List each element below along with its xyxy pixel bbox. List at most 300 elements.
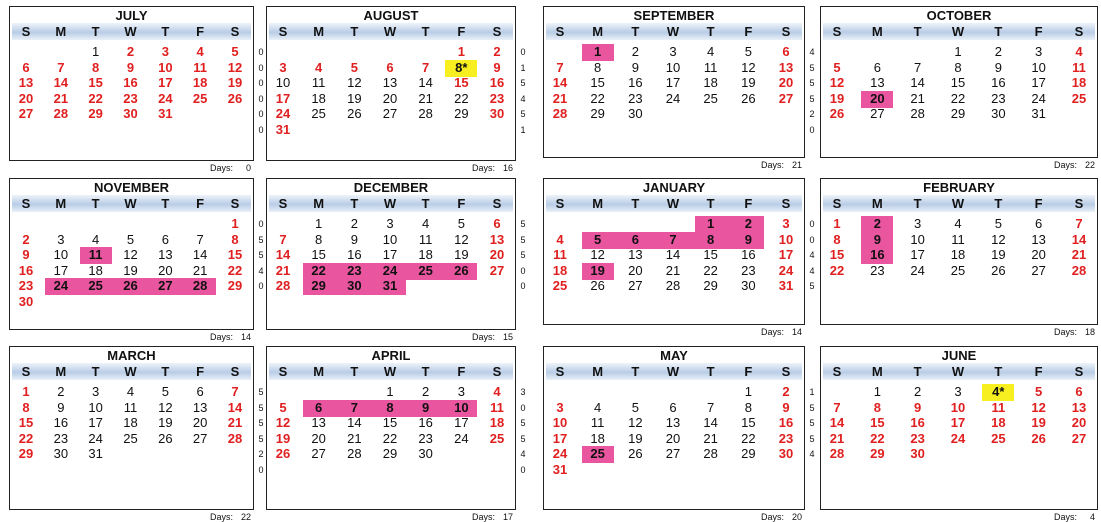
- day-cell[interactable]: 1: [744, 384, 752, 399]
- day-cell[interactable]: 13: [192, 399, 208, 415]
- day-cell[interactable]: 14: [703, 415, 718, 430]
- day-cell[interactable]: 24: [158, 90, 173, 106]
- day-cell[interactable]: 15: [227, 247, 243, 262]
- day-cell[interactable]: 16: [741, 247, 756, 262]
- day-cell[interactable]: 3: [457, 384, 465, 399]
- day-cell[interactable]: 14: [418, 75, 433, 90]
- day-cell[interactable]: 29: [454, 106, 469, 121]
- day-cell[interactable]: 29: [870, 446, 885, 461]
- day-cell[interactable]: 26: [991, 262, 1006, 278]
- day-cell[interactable]: 29: [227, 278, 243, 293]
- day-cell[interactable]: 22: [703, 262, 718, 278]
- day-cell[interactable]: 11: [490, 399, 504, 415]
- day-cell[interactable]: 27: [311, 446, 326, 461]
- day-cell[interactable]: 8: [231, 231, 239, 247]
- day-cell[interactable]: 24: [778, 262, 794, 278]
- day-cell[interactable]: 31: [275, 121, 291, 137]
- day-cell[interactable]: 24: [454, 430, 469, 446]
- day-cell[interactable]: 13: [382, 75, 398, 90]
- day-cell[interactable]: 23: [870, 262, 885, 278]
- day-cell[interactable]: 3: [92, 384, 100, 399]
- day-cell[interactable]: 27: [778, 90, 794, 106]
- day-cell[interactable]: 9: [493, 59, 501, 75]
- day-cell[interactable]: 19: [829, 90, 845, 106]
- day-cell[interactable]: 5: [833, 59, 841, 75]
- day-cell[interactable]: 7: [1075, 216, 1083, 231]
- day-cell[interactable]: 11: [590, 415, 605, 430]
- day-cell[interactable]: 16: [870, 247, 885, 262]
- day-cell[interactable]: 3: [782, 216, 790, 231]
- day-cell[interactable]: 21: [53, 90, 69, 106]
- day-cell[interactable]: 17: [158, 75, 173, 90]
- day-cell[interactable]: 15: [590, 75, 605, 90]
- day-cell[interactable]: 5: [457, 216, 465, 231]
- day-cell[interactable]: 30: [628, 106, 643, 121]
- day-cell[interactable]: 22: [382, 430, 398, 446]
- day-cell[interactable]: 28: [192, 278, 208, 293]
- day-cell[interactable]: 28: [53, 106, 69, 121]
- day-cell[interactable]: 5: [231, 44, 239, 59]
- day-cell[interactable]: 20: [489, 247, 505, 262]
- day-cell[interactable]: 26: [123, 278, 138, 293]
- day-cell[interactable]: 5: [350, 59, 358, 75]
- day-cell[interactable]: 3: [57, 231, 65, 247]
- day-cell[interactable]: 25: [88, 278, 103, 293]
- day-cell[interactable]: 17: [778, 247, 794, 262]
- day-cell[interactable]: 1: [315, 216, 323, 231]
- day-cell[interactable]: 14: [829, 415, 845, 430]
- day-cell[interactable]: 2: [914, 384, 922, 399]
- day-cell[interactable]: 24: [275, 106, 291, 121]
- day-cell[interactable]: 13: [311, 415, 326, 430]
- day-cell[interactable]: 13: [489, 231, 505, 247]
- day-cell[interactable]: 11: [88, 247, 103, 262]
- day-cell[interactable]: 22: [741, 430, 756, 446]
- day-cell[interactable]: 9: [631, 59, 639, 75]
- day-cell[interactable]: 16: [991, 75, 1006, 90]
- day-cell[interactable]: 29: [950, 106, 966, 121]
- day-cell[interactable]: 23: [489, 90, 505, 106]
- day-cell[interactable]: 13: [778, 59, 794, 75]
- day-cell[interactable]: 30: [910, 446, 925, 461]
- day-cell[interactable]: 27: [628, 278, 643, 293]
- day-cell[interactable]: 31: [382, 278, 398, 293]
- day-cell[interactable]: 12: [991, 231, 1006, 247]
- day-cell[interactable]: 15: [829, 247, 845, 262]
- day-cell[interactable]: 16: [778, 415, 794, 430]
- day-cell[interactable]: 15: [18, 415, 34, 430]
- day-cell[interactable]: 7: [669, 231, 677, 247]
- day-cell[interactable]: 25: [552, 278, 568, 293]
- day-cell[interactable]: 28: [1071, 262, 1087, 278]
- day-cell[interactable]: 7: [707, 399, 715, 415]
- day-cell[interactable]: 11: [553, 247, 567, 262]
- day-cell[interactable]: 23: [347, 262, 362, 278]
- day-cell[interactable]: 19: [590, 262, 605, 278]
- day-cell[interactable]: 4: [422, 216, 430, 231]
- day-cell[interactable]: 24: [1031, 90, 1046, 106]
- day-cell[interactable]: 8: [873, 399, 881, 415]
- day-cell[interactable]: 15: [88, 75, 103, 90]
- day-cell[interactable]: 18: [192, 75, 208, 90]
- day-cell[interactable]: 25: [590, 446, 605, 461]
- day-cell[interactable]: 30: [347, 278, 362, 293]
- day-cell[interactable]: 19: [991, 247, 1006, 262]
- day-cell[interactable]: 4: [594, 399, 602, 415]
- day-cell[interactable]: 18: [1071, 75, 1087, 90]
- day-cell[interactable]: 3: [914, 216, 922, 231]
- day-cell[interactable]: 18: [590, 430, 605, 446]
- day-cell[interactable]: 26: [628, 446, 643, 461]
- day-cell[interactable]: 6: [22, 59, 30, 75]
- day-cell[interactable]: 4: [493, 384, 501, 399]
- day-cell[interactable]: 20: [192, 415, 208, 430]
- day-cell[interactable]: 27: [382, 106, 398, 121]
- day-cell[interactable]: 20: [1071, 415, 1087, 430]
- day-cell[interactable]: 26: [741, 90, 756, 106]
- day-cell[interactable]: 6: [493, 216, 501, 231]
- day-cell[interactable]: 11: [951, 231, 965, 247]
- day-cell[interactable]: 11: [703, 59, 718, 75]
- day-cell[interactable]: 30: [418, 446, 433, 461]
- day-cell[interactable]: 2: [873, 216, 881, 231]
- day-cell[interactable]: 30: [53, 446, 69, 461]
- day-cell[interactable]: 22: [311, 262, 326, 278]
- day-cell[interactable]: 11: [123, 399, 138, 415]
- day-cell[interactable]: 6: [1035, 216, 1043, 231]
- day-cell[interactable]: 8: [594, 59, 602, 75]
- day-cell[interactable]: 9: [744, 231, 752, 247]
- day-cell[interactable]: 3: [386, 216, 394, 231]
- day-cell[interactable]: 10: [454, 399, 469, 415]
- day-cell[interactable]: 12: [829, 75, 845, 90]
- day-cell[interactable]: 10: [88, 399, 103, 415]
- day-cell[interactable]: 11: [311, 75, 326, 90]
- day-cell[interactable]: 4: [196, 44, 204, 59]
- day-cell[interactable]: 20: [311, 430, 326, 446]
- day-cell[interactable]: 4: [315, 59, 323, 75]
- day-cell[interactable]: 3: [556, 399, 564, 415]
- day-cell[interactable]: 23: [53, 430, 69, 446]
- day-cell[interactable]: 22: [590, 90, 605, 106]
- day-cell[interactable]: 19: [741, 75, 756, 90]
- day-cell[interactable]: 16: [18, 262, 34, 278]
- day-cell[interactable]: 8: [954, 59, 962, 75]
- day-cell[interactable]: 12: [227, 59, 243, 75]
- day-cell[interactable]: 2: [126, 44, 135, 59]
- day-cell[interactable]: 22: [454, 90, 469, 106]
- day-cell[interactable]: 22: [829, 262, 845, 278]
- day-cell[interactable]: 19: [454, 247, 469, 262]
- day-cell[interactable]: 5: [1035, 384, 1043, 399]
- day-cell[interactable]: 21: [227, 415, 243, 430]
- day-cell[interactable]: 2: [994, 44, 1002, 59]
- day-cell[interactable]: 28: [665, 278, 681, 293]
- day-cell[interactable]: 20: [870, 90, 885, 106]
- day-cell[interactable]: 5: [994, 216, 1002, 231]
- day-cell[interactable]: 19: [123, 262, 138, 278]
- day-cell[interactable]: 21: [1071, 247, 1087, 262]
- day-cell[interactable]: 12: [1031, 399, 1046, 415]
- day-cell[interactable]: 17: [53, 262, 69, 278]
- day-cell[interactable]: 25: [703, 90, 718, 106]
- day-cell[interactable]: 13: [665, 415, 681, 430]
- day-cell[interactable]: 8: [707, 231, 715, 247]
- day-cell[interactable]: 25: [489, 430, 505, 446]
- day-cell[interactable]: 27: [1071, 430, 1087, 446]
- day-cell[interactable]: 6: [196, 384, 204, 399]
- day-cell[interactable]: 10: [665, 59, 681, 75]
- day-cell[interactable]: 31: [1031, 106, 1046, 121]
- day-cell[interactable]: 13: [1071, 399, 1087, 415]
- day-cell[interactable]: 18: [123, 415, 138, 430]
- day-cell[interactable]: 12: [275, 415, 291, 430]
- day-cell[interactable]: 27: [489, 262, 505, 278]
- day-cell[interactable]: 10: [158, 59, 173, 75]
- day-cell[interactable]: 17: [88, 415, 103, 430]
- day-cell[interactable]: 4: [954, 216, 962, 231]
- day-cell[interactable]: 24: [950, 430, 966, 446]
- day-cell[interactable]: 11: [418, 231, 433, 247]
- day-cell[interactable]: 20: [778, 75, 794, 90]
- day-cell[interactable]: 29: [88, 106, 103, 121]
- day-cell[interactable]: 2: [493, 44, 501, 59]
- day-cell[interactable]: 15: [454, 75, 469, 90]
- day-cell[interactable]: 23: [910, 430, 925, 446]
- day-cell[interactable]: 17: [275, 90, 291, 106]
- day-cell[interactable]: 29: [703, 278, 718, 293]
- day-cell[interactable]: 10: [275, 75, 291, 90]
- day-cell[interactable]: 30: [18, 293, 34, 309]
- day-cell[interactable]: 7: [556, 59, 564, 75]
- day-cell[interactable]: 7: [57, 59, 65, 75]
- day-cell[interactable]: 6: [386, 59, 394, 75]
- day-cell[interactable]: 21: [552, 90, 568, 106]
- day-cell[interactable]: 22: [227, 262, 243, 278]
- day-cell[interactable]: 9: [22, 247, 30, 262]
- day-cell[interactable]: 7: [279, 231, 287, 247]
- day-cell[interactable]: 17: [910, 247, 925, 262]
- day-cell[interactable]: 2: [422, 384, 430, 399]
- day-cell[interactable]: 25: [1071, 90, 1087, 106]
- day-cell[interactable]: 9: [994, 59, 1002, 75]
- day-cell[interactable]: 21: [829, 430, 845, 446]
- day-cell[interactable]: 5: [631, 399, 639, 415]
- day-cell[interactable]: 25: [418, 262, 433, 278]
- day-cell[interactable]: 14: [192, 247, 208, 262]
- day-cell[interactable]: 8: [386, 399, 394, 415]
- day-cell[interactable]: 30: [741, 278, 756, 293]
- day-cell[interactable]: 16: [123, 75, 138, 90]
- day-cell[interactable]: 9: [873, 231, 881, 247]
- day-cell[interactable]: 30: [778, 446, 794, 461]
- day-cell[interactable]: 24: [382, 262, 398, 278]
- day-cell[interactable]: 17: [552, 430, 568, 446]
- day-cell[interactable]: 9: [422, 399, 430, 415]
- day-cell[interactable]: 5: [279, 399, 287, 415]
- day-cell[interactable]: 6: [631, 231, 639, 247]
- day-cell[interactable]: 8: [833, 231, 841, 247]
- day-cell[interactable]: 20: [628, 262, 643, 278]
- day-cell[interactable]: 23: [991, 90, 1006, 106]
- day-cell[interactable]: 7: [350, 399, 358, 415]
- day-cell[interactable]: 4: [126, 384, 135, 399]
- day-cell[interactable]: 27: [665, 446, 681, 461]
- day-cell[interactable]: 31: [552, 461, 568, 477]
- day-cell[interactable]: 19: [227, 75, 243, 90]
- day-cell[interactable]: 12: [347, 75, 362, 90]
- day-cell[interactable]: 15: [382, 415, 398, 430]
- day-cell[interactable]: 8: [92, 59, 100, 75]
- day-cell[interactable]: 21: [910, 90, 925, 106]
- day-cell[interactable]: 6: [315, 399, 323, 415]
- day-cell[interactable]: 13: [158, 247, 173, 262]
- day-cell[interactable]: 26: [275, 446, 291, 461]
- day-cell[interactable]: 22: [950, 90, 966, 106]
- day-cell[interactable]: 9: [914, 399, 922, 415]
- day-cell[interactable]: 1: [386, 384, 394, 399]
- day-cell[interactable]: 30: [123, 106, 138, 121]
- day-cell[interactable]: 6: [1075, 384, 1083, 399]
- day-cell[interactable]: 7: [422, 59, 430, 75]
- day-cell[interactable]: 17: [950, 415, 966, 430]
- day-cell[interactable]: 12: [123, 247, 138, 262]
- day-cell[interactable]: 21: [192, 262, 208, 278]
- day-cell[interactable]: 7: [914, 59, 922, 75]
- day-cell[interactable]: 24: [910, 262, 925, 278]
- day-cell[interactable]: 1: [954, 44, 962, 59]
- day-cell[interactable]: 24: [53, 278, 69, 293]
- day-cell[interactable]: 21: [275, 262, 291, 278]
- day-cell[interactable]: 7: [231, 384, 239, 399]
- day-cell[interactable]: 28: [227, 430, 243, 446]
- day-cell[interactable]: 14: [227, 399, 243, 415]
- day-cell[interactable]: 2: [782, 384, 790, 399]
- day-cell[interactable]: 8: [22, 399, 30, 415]
- day-cell[interactable]: 1: [22, 384, 30, 399]
- day-cell[interactable]: 17: [1031, 75, 1046, 90]
- day-cell[interactable]: 12: [590, 247, 605, 262]
- day-cell[interactable]: 15: [870, 415, 885, 430]
- day-cell[interactable]: 22: [88, 90, 103, 106]
- day-cell[interactable]: 29: [18, 446, 34, 461]
- day-cell[interactable]: 28: [829, 446, 845, 461]
- day-cell[interactable]: 6: [161, 231, 169, 247]
- day-cell[interactable]: 12: [454, 231, 469, 247]
- day-cell[interactable]: 28: [910, 106, 925, 121]
- day-cell[interactable]: 28: [703, 446, 718, 461]
- day-cell[interactable]: 20: [1031, 247, 1046, 262]
- day-cell[interactable]: 25: [123, 430, 138, 446]
- day-cell[interactable]: 5: [744, 44, 752, 59]
- day-cell[interactable]: 25: [950, 262, 966, 278]
- day-cell[interactable]: 12: [628, 415, 643, 430]
- day-cell[interactable]: 13: [1031, 231, 1046, 247]
- day-cell[interactable]: 1: [707, 216, 715, 231]
- day-cell[interactable]: 18: [703, 75, 718, 90]
- day-cell[interactable]: 14: [910, 75, 925, 90]
- day-cell[interactable]: 2: [744, 216, 752, 231]
- day-cell[interactable]: 23: [628, 90, 643, 106]
- day-cell[interactable]: 14: [1071, 231, 1087, 247]
- day-cell[interactable]: 25: [991, 430, 1006, 446]
- day-cell[interactable]: 9: [126, 59, 135, 75]
- day-cell[interactable]: 23: [18, 278, 34, 293]
- day-cell[interactable]: 11: [1072, 59, 1086, 75]
- day-cell[interactable]: 6: [782, 44, 790, 59]
- day-cell[interactable]: 14: [552, 75, 568, 90]
- day-cell[interactable]: 13: [628, 247, 643, 262]
- day-cell[interactable]: 10: [552, 415, 568, 430]
- day-cell[interactable]: 4: [707, 44, 715, 59]
- day-cell[interactable]: 2: [57, 384, 65, 399]
- day-cell[interactable]: 20: [382, 90, 398, 106]
- day-cell[interactable]: 8: [315, 231, 323, 247]
- day-cell[interactable]: 4: [556, 231, 564, 247]
- day-cell[interactable]: 4*: [992, 384, 1005, 399]
- day-cell[interactable]: 16: [628, 75, 643, 90]
- day-cell[interactable]: 15: [950, 75, 966, 90]
- day-cell[interactable]: 19: [158, 415, 173, 430]
- day-cell[interactable]: 31: [778, 278, 794, 293]
- day-cell[interactable]: 2: [22, 231, 30, 247]
- day-cell[interactable]: 3: [1035, 44, 1043, 59]
- day-cell[interactable]: 21: [665, 262, 681, 278]
- day-cell[interactable]: 27: [870, 106, 885, 121]
- day-cell[interactable]: 17: [454, 415, 469, 430]
- day-cell[interactable]: 17: [382, 247, 398, 262]
- day-cell[interactable]: 8*: [455, 59, 468, 75]
- day-cell[interactable]: 7: [833, 399, 841, 415]
- day-cell[interactable]: 11: [991, 399, 1006, 415]
- day-cell[interactable]: 26: [347, 106, 362, 121]
- day-cell[interactable]: 26: [158, 430, 173, 446]
- day-cell[interactable]: 5: [126, 231, 135, 247]
- day-cell[interactable]: 21: [418, 90, 433, 106]
- day-cell[interactable]: 28: [275, 278, 291, 293]
- day-cell[interactable]: 15: [311, 247, 326, 262]
- day-cell[interactable]: 3: [669, 44, 677, 59]
- day-cell[interactable]: 16: [347, 247, 362, 262]
- day-cell[interactable]: 26: [454, 262, 469, 278]
- day-cell[interactable]: 27: [18, 106, 34, 121]
- day-cell[interactable]: 26: [590, 278, 605, 293]
- day-cell[interactable]: 10: [950, 399, 966, 415]
- day-cell[interactable]: 3: [161, 44, 169, 59]
- day-cell[interactable]: 19: [1031, 415, 1046, 430]
- day-cell[interactable]: 11: [193, 59, 208, 75]
- day-cell[interactable]: 25: [192, 90, 208, 106]
- day-cell[interactable]: 3: [279, 59, 287, 75]
- day-cell[interactable]: 14: [665, 247, 681, 262]
- day-cell[interactable]: 22: [18, 430, 34, 446]
- day-cell[interactable]: 2: [631, 44, 639, 59]
- day-cell[interactable]: 4: [1075, 44, 1083, 59]
- day-cell[interactable]: 28: [347, 446, 362, 461]
- day-cell[interactable]: 5: [594, 231, 602, 247]
- day-cell[interactable]: 29: [311, 278, 326, 293]
- day-cell[interactable]: 9: [350, 231, 358, 247]
- day-cell[interactable]: 9: [782, 399, 790, 415]
- day-cell[interactable]: 26: [829, 106, 845, 121]
- day-cell[interactable]: 20: [665, 430, 681, 446]
- day-cell[interactable]: 24: [552, 446, 568, 461]
- day-cell[interactable]: 20: [18, 90, 34, 106]
- day-cell[interactable]: 4: [92, 231, 100, 247]
- day-cell[interactable]: 28: [418, 106, 433, 121]
- day-cell[interactable]: 18: [552, 262, 568, 278]
- day-cell[interactable]: 10: [382, 231, 398, 247]
